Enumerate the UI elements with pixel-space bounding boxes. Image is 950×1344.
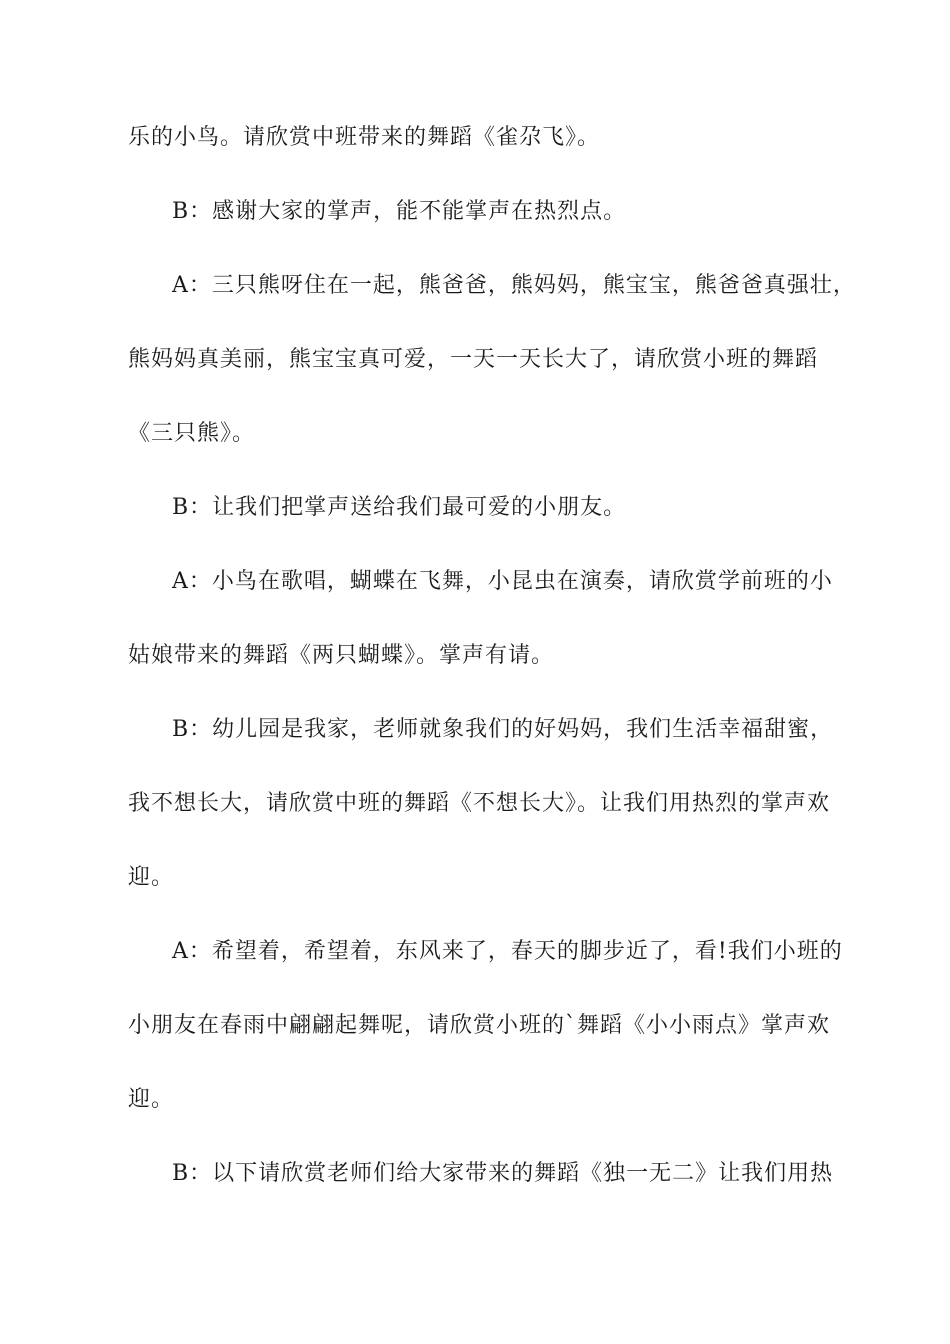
text-line: B：以下请欣赏老师们给大家带来的舞蹈《独一无二》让我们用热 [172, 1161, 834, 1186]
text-line: 迎。 [128, 1087, 175, 1112]
text-line: 姑娘带来的舞蹈《两只蝴蝶》。掌声有请。 [128, 643, 555, 668]
text-line: A：小鸟在歌唱，蝴蝶在飞舞，小昆虫在演奏，请欣赏学前班的小 [172, 569, 833, 594]
text-line: 乐的小鸟。请欣赏中班带来的舞蹈《雀尕飞》。 [128, 125, 601, 150]
text-line: 熊妈妈真美丽，熊宝宝真可爱，一天一天长大了，请欣赏小班的舞蹈 [128, 347, 819, 372]
text-line: 小朋友在春雨中翩翩起舞呢，请欣赏小班的`舞蹈《小小雨点》掌声欢 [128, 1013, 831, 1038]
text-line: A：三只熊呀住在一起，熊爸爸，熊妈妈，熊宝宝，熊爸爸真强壮， [172, 273, 856, 298]
text-line: 《三只熊》。 [128, 421, 256, 446]
text-line: B：幼儿园是我家，老师就象我们的好妈妈，我们生活幸福甜蜜， [172, 717, 834, 742]
text-line: B：让我们把掌声送给我们最可爱的小朋友。 [172, 495, 627, 520]
text-line: B：感谢大家的掌声，能不能掌声在热烈点。 [172, 199, 627, 224]
text-line: A：希望着，希望着，东风来了，春天的脚步近了，看!我们小班的 [172, 939, 843, 964]
text-line: 迎。 [128, 865, 175, 890]
text-line: 我不想长大，请欣赏中班的舞蹈《不想长大》。让我们用热烈的掌声欢 [128, 791, 831, 816]
